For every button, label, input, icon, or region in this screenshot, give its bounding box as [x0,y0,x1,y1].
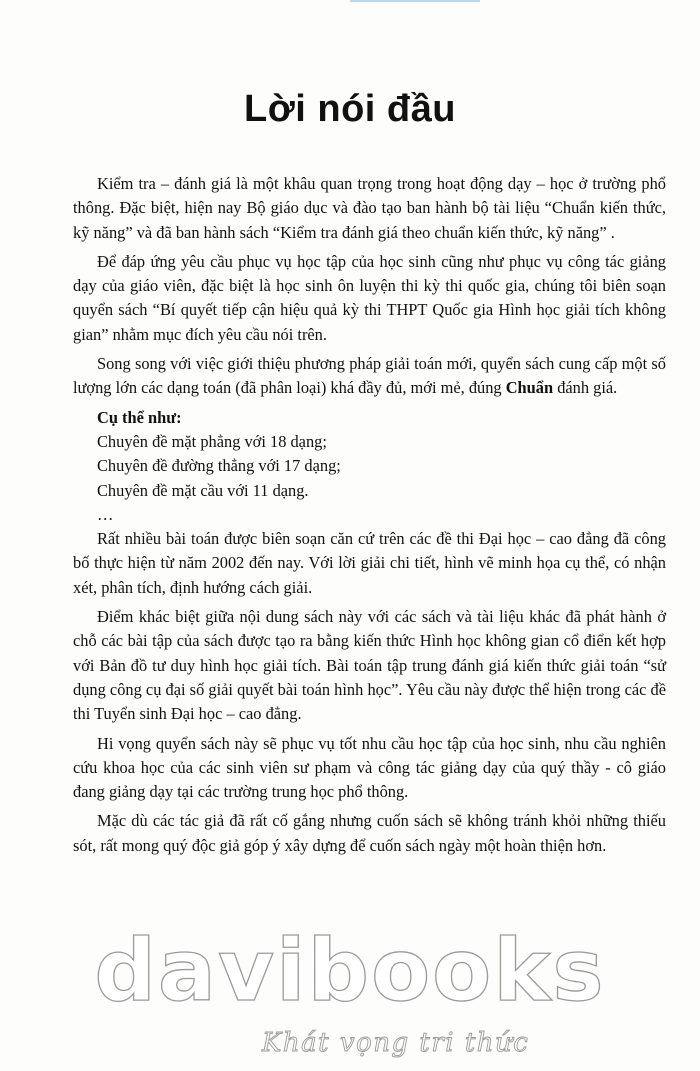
paragraph-closing: Mặc dù các tác giả đã rất cố gắng nhưng cuốn sách sẽ không tránh khỏi những thiếu sót, rất mong quý độc giả góp ý xây dựng để cuốn sách ngày một hoàn thiện hơn. [73,811,666,855]
list-item-ellipsis: … [97,504,114,524]
paragraph-purpose: Để đáp ứng yêu cầu phục vụ học tập của học sinh cũng như phục vụ công tác giảng dạy của giáo viên, đặc biệt là học sinh ôn luyện thi kỳ thi quốc gia, chúng tôi biên soạn quyển sách “Bí quyết tiếp cận hiệu quả kỳ thi THPT Quốc gia Hình học giải tích không gian” nhằm mục đích yêu cầu nói trên. [73,251,666,344]
paragraph-content-overview [73,352,666,401]
watermark-slogan: Khát vọng tri thức [262,1028,530,1058]
list-item: Chuyên đề mặt phẳng với 18 dạng; [97,431,327,451]
page-title: Lời nói đầu [244,88,456,130]
list-item: Chuyên đề mặt cầu với 11 dạng. [97,480,309,500]
paragraph-sources: Rất nhiều bài toán được biên soạn căn cứ trên các đề thi Đại học – cao đẳng đã công bố thực hiện từ năm 2002 đến nay. Với lời giải chi tiết, hình vẽ minh họa cụ thể, có nhận xét, phân tích, định hướng cách giải. [73,529,666,597]
paragraph-hope: Hi vọng quyển sách này sẽ phục vụ tốt nhu cầu học tập của học sinh, nhu cầu nghiên cứu khoa học của các sinh viên sư phạm và công tác giảng dạy của quý thầy - cô giáo đang giảng dạy tại các trường trung học phổ thông. [73,733,666,802]
paragraph-content-bold: Chuẩn [505,378,554,398]
preface-body [73,172,666,863]
list-item: Chuyên đề đường thẳng với 17 dạng; [97,456,341,476]
paragraph-content-text: Song song với việc giới thiệu phương pháp giải toán mới, quyển sách cung cấp một số lượng lớn các dạng toán (đã phân loại) khá đầy đủ, mới mẻ, đúng [73,354,666,398]
watermark-brand: davibooks [94,921,606,1021]
paragraph-difference: Điểm khác biệt giữa nội dung sách này với các sách và tài liệu khác đã phát hành ở chỗ các bài tập của sách được tạo ra bằng kiến thức Hình học không gian cổ điển kết hợp với Bản đồ tư duy hình học giải tích. Bài toán tập trung đánh giá kiến thức giải toán “sử dụng công cụ đại số giải quyết bài toán hình học”. Yêu cầu này được thể hiện trong các đề thi Tuyển sinh Đại học – cao đẳng. [73,607,666,724]
top-edge-rule [350,0,480,2]
paragraph-content-tail: đánh giá. [553,378,618,398]
paragraph-intro: Kiểm tra – đánh giá là một khâu quan trọng trong hoạt động dạy – học ở trường phổ thông. Đặc biệt, hiện nay Bộ giáo dục và đào tạo ban hành bộ tài liệu “Chuẩn kiến thức, kỹ năng” và đã ban hành sách “Kiểm tra đánh giá theo chuẩn kiến thức, kỹ năng” . [73,174,666,242]
list-heading: Cụ thể như: [97,407,182,427]
